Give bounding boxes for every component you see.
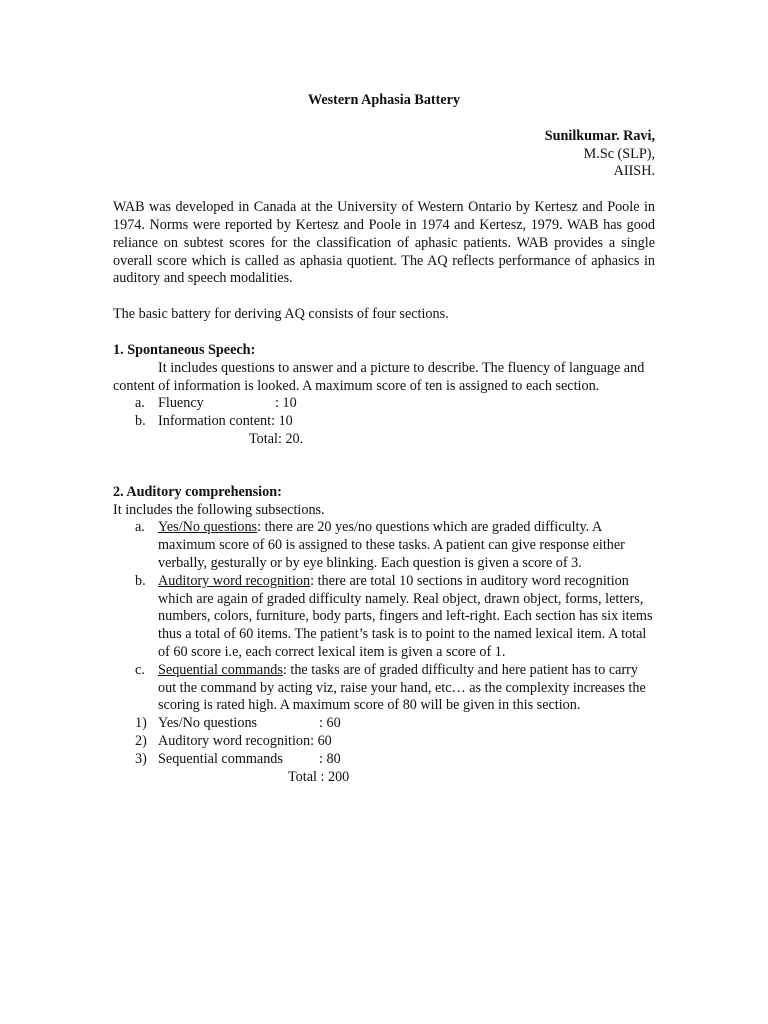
list-item: [113, 715, 655, 733]
score-value: : 80: [319, 750, 341, 767]
list-marker: 1): [135, 715, 147, 732]
list-marker: c.: [135, 661, 145, 678]
document-title: Western Aphasia Battery: [307, 92, 461, 108]
subsection-text: : there are total 10 sections in auditory word recognition which are again of graded difficulty namely. Real object, drawn object, forms, letters, numbers, colors, furniture, body parts, fingers and left-right. Each section has six items thus a total of 60 items. The patient’s task is to point to the named lexical item. A total of 60 score i.e, each correct lexical item is given a score of 1.: [158, 572, 653, 660]
score-label: Yes/No questions: [158, 715, 258, 732]
list-marker: a.: [135, 395, 145, 412]
list-item: [113, 573, 655, 662]
basic-battery-paragraph: The basic battery for deriving AQ consists of four sections.: [113, 306, 449, 323]
section-auditory-comprehension: [113, 484, 655, 787]
list-item: [113, 395, 655, 413]
score-label: Information content: [158, 413, 272, 430]
score-value: : 60: [310, 732, 332, 749]
score-label: Sequential commands: [158, 750, 283, 767]
section1-heading: 1. Spontaneous Speech:: [113, 341, 256, 358]
list-item: [113, 751, 655, 769]
list-marker: b.: [135, 572, 146, 589]
subsection-term: Sequential commands: [158, 661, 283, 678]
list-item: [113, 519, 655, 572]
list-item: [113, 413, 655, 431]
score-value: : 60: [319, 715, 341, 732]
author-name: Sunilkumar. Ravi,: [544, 127, 655, 144]
section2-heading: 2. Auditory comprehension:: [113, 483, 282, 500]
intro-paragraph: WAB was developed in Canada at the University of Western Ontario by Kertesz and Poole in 1974. Norms were reported by Kertesz and Poole in 1974 and Kertesz, 1979. WAB has good reliance on subtest scores for the classification of aphasic patients. WAB provides a single overall score which is called as aphasia quotient. The AQ reflects performance of aphasics in auditory and speech modalities.: [113, 199, 655, 287]
section2-total: Total : 200: [288, 768, 350, 785]
subsection-term: Yes/No questions: [158, 519, 258, 536]
author-degree: M.Sc (SLP),: [583, 145, 655, 162]
section1-total: Total: 20.: [249, 430, 304, 447]
list-marker: 2): [135, 732, 147, 749]
document-page: [113, 92, 655, 786]
subsection-text: : the tasks are of graded difficulty and here patient has to carry out the command by acting viz, raise your hand, etc… as the complexity increases the scoring is rated high. A maximum score of 80 will be given in this section.: [158, 661, 646, 714]
section1-text: It includes questions to answer and a picture to describe. The fluency of language and content of information is looked. A maximum score of ten is assigned to each section.: [113, 359, 645, 394]
list-marker: b.: [135, 413, 146, 430]
section-spontaneous-speech: [113, 342, 655, 449]
list-marker: a.: [135, 519, 145, 536]
section1-score-list: [113, 395, 655, 431]
list-marker: 3): [135, 750, 147, 767]
section2-subsection-list: [113, 519, 655, 715]
author-institute: AIISH.: [613, 163, 655, 180]
score-label: Auditory word recognition: [158, 732, 311, 749]
author-block: [113, 128, 655, 181]
section2-intro: It includes the following subsections.: [113, 501, 325, 518]
subsection-text: : there are 20 yes/no questions which are graded difficulty. A maximum score of 60 is assigned to these tasks. A patient can give response either verbally, gesturally or by eye blinking. Each question is given a score of 3.: [158, 519, 625, 571]
score-value: : 10: [275, 395, 297, 412]
list-item: [113, 733, 655, 751]
score-value: : 10: [271, 413, 293, 430]
section2-score-list: [113, 715, 655, 768]
subsection-term: Auditory word recognition: [158, 572, 311, 589]
score-label: Fluency: [158, 395, 204, 412]
list-item: [113, 662, 655, 715]
